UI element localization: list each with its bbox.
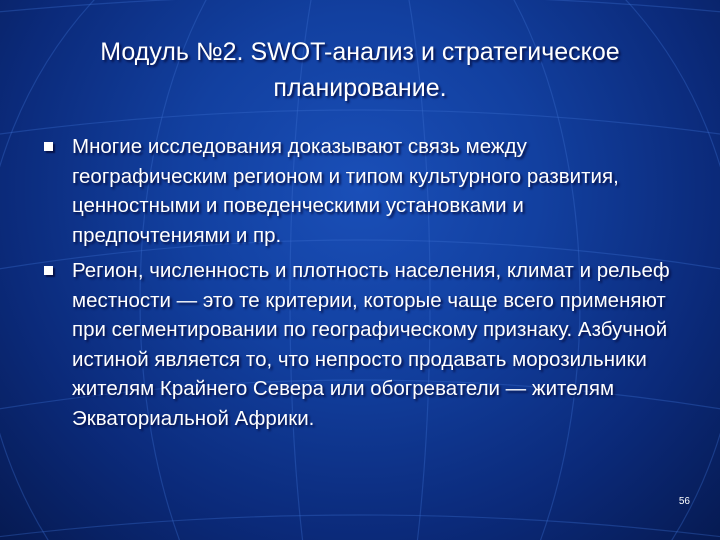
bullet-text: Регион, численность и плотность населения, климат и рельеф местности — это те критерии, которые чаще всего применяют при сегментировании по географическому признаку. Азбучной истиной является то, что непросто продавать морозильники жителям Крайнего Севера или обогреватели — жителям Экваториальной Африки. [72,259,670,430]
square-bullet-icon [44,266,53,275]
slide-number: 56 [678,496,690,507]
list-item [30,256,680,433]
square-bullet-icon [44,142,53,151]
slide-title: Модуль №2. SWOT-анализ и стратегическое планирование. [100,38,620,102]
list-item [30,132,680,250]
bullet-text: Многие исследования доказывают связь между географическим регионом и типом культурного развития, ценностными и поведенческими установками и предпочтениями и пр. [72,135,619,247]
bullet-list [30,132,680,439]
